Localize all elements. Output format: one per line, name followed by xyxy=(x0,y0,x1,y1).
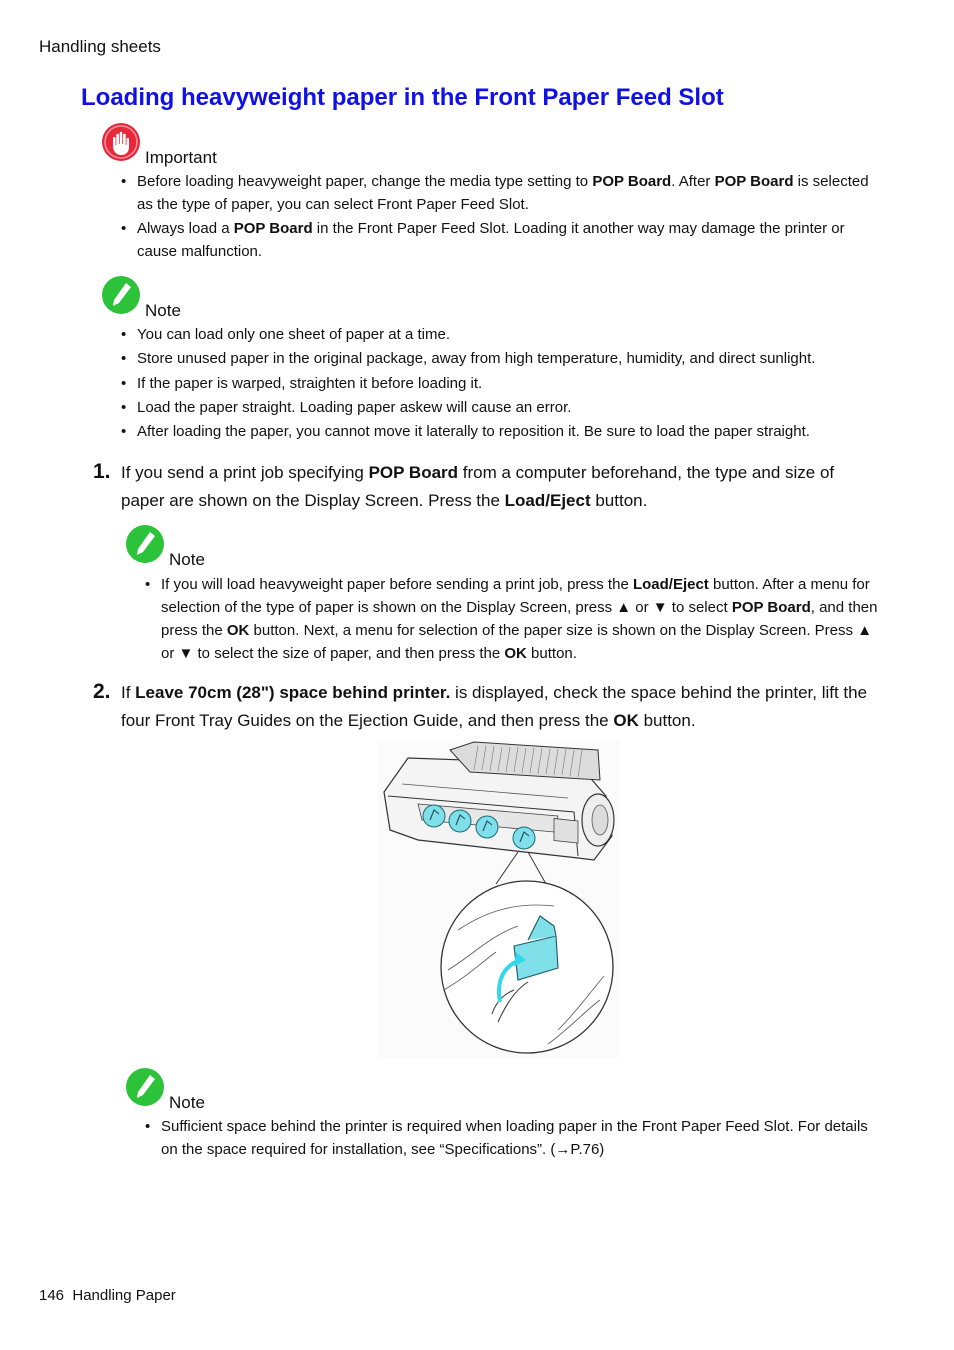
note-label: Note xyxy=(169,550,205,569)
running-header: Handling sheets xyxy=(39,37,161,56)
note-item: • You can load only one sheet of paper at a time. xyxy=(121,323,891,346)
note-item: • After loading the paper, you cannot move it laterally to reposition it. Be sure to load the paper straight. xyxy=(121,420,891,443)
step-number: 2. xyxy=(93,680,111,703)
note-pencil-icon xyxy=(101,275,141,315)
important-item: • Before loading heavyweight paper, change the media type setting to POP Board. After POP Board is selected as the type of paper, you can select Front Paper Feed Slot. xyxy=(121,170,873,216)
step-text: If Leave 70cm (28") space behind printer. is displayed, check the space behind the printer, lift the four Front Tray Guides on the Ejection Guide, and then press the OK button. xyxy=(121,683,868,730)
note-list xyxy=(145,1115,880,1162)
step-text: If you send a print job specifying POP Board from a computer beforehand, the type and size of paper are shown on the Display Screen. Press the Load/Eject button. xyxy=(121,463,835,510)
step-number: 1. xyxy=(93,460,111,483)
note-label: Note xyxy=(145,301,181,320)
page-footer xyxy=(39,1287,176,1304)
note-item: • Store unused paper in the original package, away from high temperature, humidity, and direct sunlight. xyxy=(121,347,891,370)
important-list xyxy=(121,170,873,265)
note-item: • Sufficient space behind the printer is required when loading paper in the Front Paper Feed Slot. For details on the space required for installation, see “Specifications”. (→P.76) xyxy=(145,1115,880,1161)
note-list xyxy=(121,323,891,444)
printer-illustration xyxy=(378,740,620,1058)
note-pencil-icon xyxy=(125,1067,165,1107)
note-pencil-icon xyxy=(125,524,165,564)
important-item: • Always load a POP Board in the Front Paper Feed Slot. Loading it another way may damage the printer or cause malfunction. xyxy=(121,217,873,263)
important-hand-icon xyxy=(101,122,141,162)
note-item: • If the paper is warped, straighten it before loading it. xyxy=(121,372,891,395)
note-item: • Load the paper straight. Loading paper askew will cause an error. xyxy=(121,396,891,419)
note-list xyxy=(145,573,880,666)
printer-front-tray-guides-diagram xyxy=(378,740,620,1058)
page-number: 146 xyxy=(39,1287,65,1304)
page-title: Loading heavyweight paper in the Front Paper Feed Slot xyxy=(81,84,724,111)
note-item: • If you will load heavyweight paper before sending a print job, press the Load/Eject button. After a menu for selection of the type of paper is shown on the Display Screen, press ▲ or ▼ to select POP Board, and then press the OK button. Next, a menu for selection of the paper size is shown on the Display Screen. Press ▲ or ▼ to select the size of paper, and then press the OK button. xyxy=(145,573,880,665)
important-label: Important xyxy=(145,148,217,167)
note-label: Note xyxy=(169,1093,205,1112)
footer-section: Handling Paper xyxy=(72,1287,176,1304)
